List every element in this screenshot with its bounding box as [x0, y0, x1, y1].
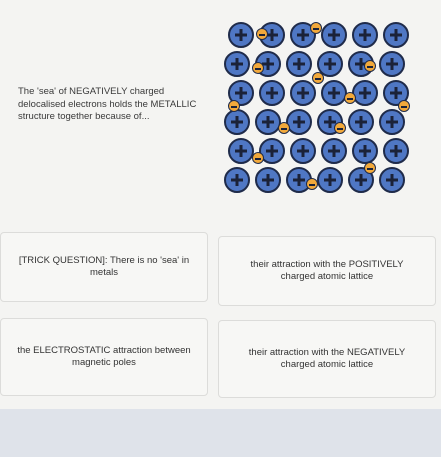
answer-line: [TRICK QUESTION]: There is no 'sea' in — [18, 254, 190, 266]
minus-icon — [228, 100, 240, 112]
plus-icon — [228, 22, 254, 48]
plus-icon — [321, 138, 347, 164]
answer-line: their attraction with the NEGATIVELY — [248, 346, 406, 358]
plus-icon — [383, 22, 409, 48]
plus-icon — [379, 109, 405, 135]
answer-option-1[interactable] — [0, 232, 208, 302]
minus-icon — [252, 62, 264, 74]
plus-icon — [321, 80, 347, 106]
plus-icon — [224, 51, 250, 77]
answer-line: charged atomic lattice — [280, 359, 374, 370]
minus-icon — [310, 22, 322, 34]
minus-icon — [334, 122, 346, 134]
minus-icon — [306, 178, 318, 190]
question-line: The 'sea' of NEGATIVELY charged — [18, 86, 165, 97]
metallic-lattice-diagram — [222, 22, 422, 197]
plus-icon — [379, 51, 405, 77]
plus-icon — [352, 80, 378, 106]
minus-icon — [256, 28, 268, 40]
plus-icon — [259, 80, 285, 106]
plus-icon — [290, 138, 316, 164]
minus-icon — [278, 122, 290, 134]
minus-icon — [344, 92, 356, 104]
answer-option-4[interactable] — [218, 320, 436, 398]
plus-icon — [383, 138, 409, 164]
minus-icon — [364, 60, 376, 72]
answer-line: their attraction with the POSITIVELY — [250, 258, 404, 270]
plus-icon — [255, 167, 281, 193]
plus-icon — [286, 51, 312, 77]
plus-icon — [286, 109, 312, 135]
minus-icon — [364, 162, 376, 174]
answer-line: the ELECTROSTATIC attraction between — [17, 344, 191, 356]
question-text — [18, 86, 218, 124]
bottom-bar — [0, 409, 441, 457]
plus-icon — [255, 109, 281, 135]
plus-icon — [290, 80, 316, 106]
minus-icon — [398, 100, 410, 112]
plus-icon — [317, 167, 343, 193]
plus-icon — [228, 138, 254, 164]
minus-icon — [312, 72, 324, 84]
plus-icon — [352, 22, 378, 48]
plus-icon — [224, 167, 250, 193]
answer-option-2[interactable] — [218, 236, 436, 306]
plus-icon — [224, 109, 250, 135]
answer-line: charged atomic lattice — [280, 271, 374, 282]
question-line: delocalised electrons holds the METALLIC — [18, 98, 197, 110]
answer-option-3[interactable] — [0, 318, 208, 396]
plus-icon — [352, 138, 378, 164]
question-line: structure together because of... — [18, 111, 150, 122]
plus-icon — [379, 167, 405, 193]
plus-icon — [348, 109, 374, 135]
answer-line: metals — [90, 267, 118, 278]
plus-icon — [321, 22, 347, 48]
answer-line: magnetic poles — [72, 357, 136, 368]
minus-icon — [252, 152, 264, 164]
